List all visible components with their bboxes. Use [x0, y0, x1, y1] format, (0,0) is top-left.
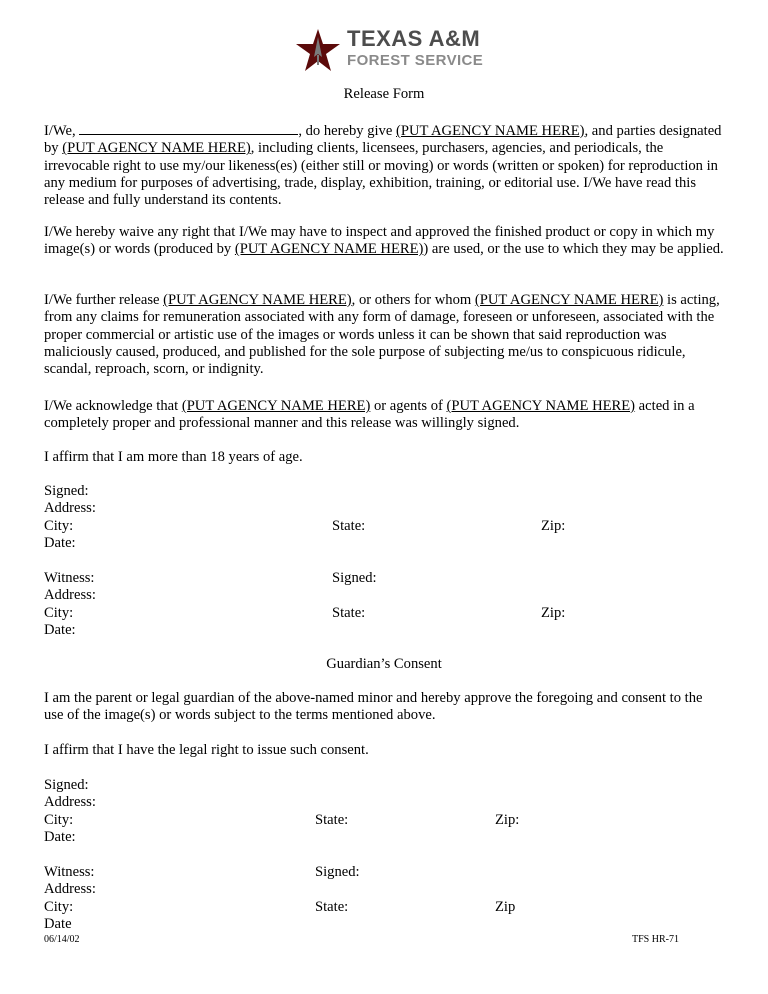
release-paragraph-3: I/We further release (PUT AGENCY NAME HERE), or others for whom (PUT AGENCY NAME HERE) is acting, from any claims for remuneration associated with any form of damage, foreseen or unforeseen, associated with the proper commercial or artistic use of the images or words unless it can be shown that said reproduction was maliciously caused, produced, and published for the sole purpose of subjecting me/us to conspicuous ridicule, scandal, reproach, scorn, or indignity. — [44, 292, 720, 378]
address-label: Address: — [44, 881, 96, 898]
agency-placeholder: (PUT AGENCY NAME HERE) — [474, 292, 664, 308]
agency-placeholder: (PUT AGENCY NAME HERE) — [62, 140, 251, 157]
date-label: Date: — [44, 534, 76, 551]
release-paragraph-1: I/We, , do hereby give (PUT AGENCY NAME HERE), and parties designated by (PUT AGENCY NAME HERE), including clients, licensees, purchasers, agencies, and periodicals, the irrevocable right to use my/our likeness(es) (either still or moving) or words (written or spoken) for reproduction in any medium for purposes of advertising, trade, display, exhibition, training, or editorial use. I/We have read this release and fully understand its contents. — [44, 123, 722, 209]
guardian-paragraph-2: I affirm that I have the legal right to issue such consent. — [44, 742, 369, 758]
form-title: Release Form — [343, 86, 425, 102]
release-paragraph-4: I/We acknowledge that (PUT AGENCY NAME HERE) or agents of (PUT AGENCY NAME HERE) acted in a completely proper and professional manner and this release was willingly signed. — [44, 398, 695, 432]
city-label: City: — [44, 898, 74, 915]
zip-label: Zip — [495, 898, 516, 915]
state-label: State: — [315, 898, 349, 915]
zip-label: Zip: — [541, 517, 566, 534]
release-form-page — [44, 0, 724, 994]
address-label: Address: — [44, 587, 96, 604]
release-signer-fields — [44, 483, 724, 552]
address-label: Address: — [44, 794, 96, 811]
state-label: State: — [332, 604, 366, 621]
texas-am-forest-service-logo — [294, 27, 484, 75]
guardian-consent-heading: Guardian’s Consent — [326, 656, 442, 672]
city-label: City: — [44, 517, 74, 534]
footer-form-code: TFS HR-71 — [632, 934, 679, 945]
agency-placeholder: (PUT AGENCY NAME HERE) — [163, 292, 352, 308]
date-label: Date: — [44, 621, 76, 638]
agency-placeholder: (PUT AGENCY NAME HERE) — [396, 123, 585, 139]
footer-date: 06/14/02 — [44, 934, 80, 945]
guardian-witness-fields — [44, 864, 724, 933]
address-label: Address: — [44, 500, 96, 517]
state-label: State: — [332, 517, 366, 534]
name-blank-line[interactable] — [79, 121, 298, 135]
state-label: State: — [315, 811, 349, 828]
witness-signed-label: Signed: — [315, 864, 360, 880]
logo-text-primary: TEXAS A&M — [347, 26, 481, 51]
date-label: Date — [44, 915, 72, 932]
agency-placeholder: (PUT AGENCY NAME HERE) — [181, 398, 371, 414]
agency-placeholder: (PUT AGENCY NAME HERE) — [234, 241, 424, 258]
lone-star-tree-icon — [294, 27, 342, 73]
city-label: City: — [44, 604, 74, 621]
zip-label: Zip: — [495, 811, 520, 828]
city-label: City: — [44, 811, 74, 828]
release-witness-fields — [44, 570, 724, 639]
agency-placeholder: (PUT AGENCY NAME HERE) — [446, 398, 636, 414]
signed-label: Signed: — [44, 483, 89, 499]
logo-text-secondary: FOREST SERVICE — [347, 52, 484, 69]
witness-label: Witness: — [44, 570, 95, 586]
zip-label: Zip: — [541, 604, 566, 621]
signed-label: Signed: — [44, 777, 89, 793]
guardian-signer-fields — [44, 777, 724, 846]
witness-signed-label: Signed: — [332, 570, 377, 586]
date-label: Date: — [44, 828, 76, 845]
guardian-paragraph-1: I am the parent or legal guardian of the above-named minor and hereby approve the foregoing and consent to the use of the image(s) or words subject to the terms mentioned above. — [44, 690, 703, 724]
age-affirmation: I affirm that I am more than 18 years of age. — [44, 449, 303, 465]
release-paragraph-2: I/We hereby waive any right that I/We may have to inspect and approved the finished product or copy in which my image(s) or words (produced by (PUT AGENCY NAME HERE)) are used, or the use to which they may be applied. — [44, 224, 724, 258]
witness-label: Witness: — [44, 864, 95, 880]
